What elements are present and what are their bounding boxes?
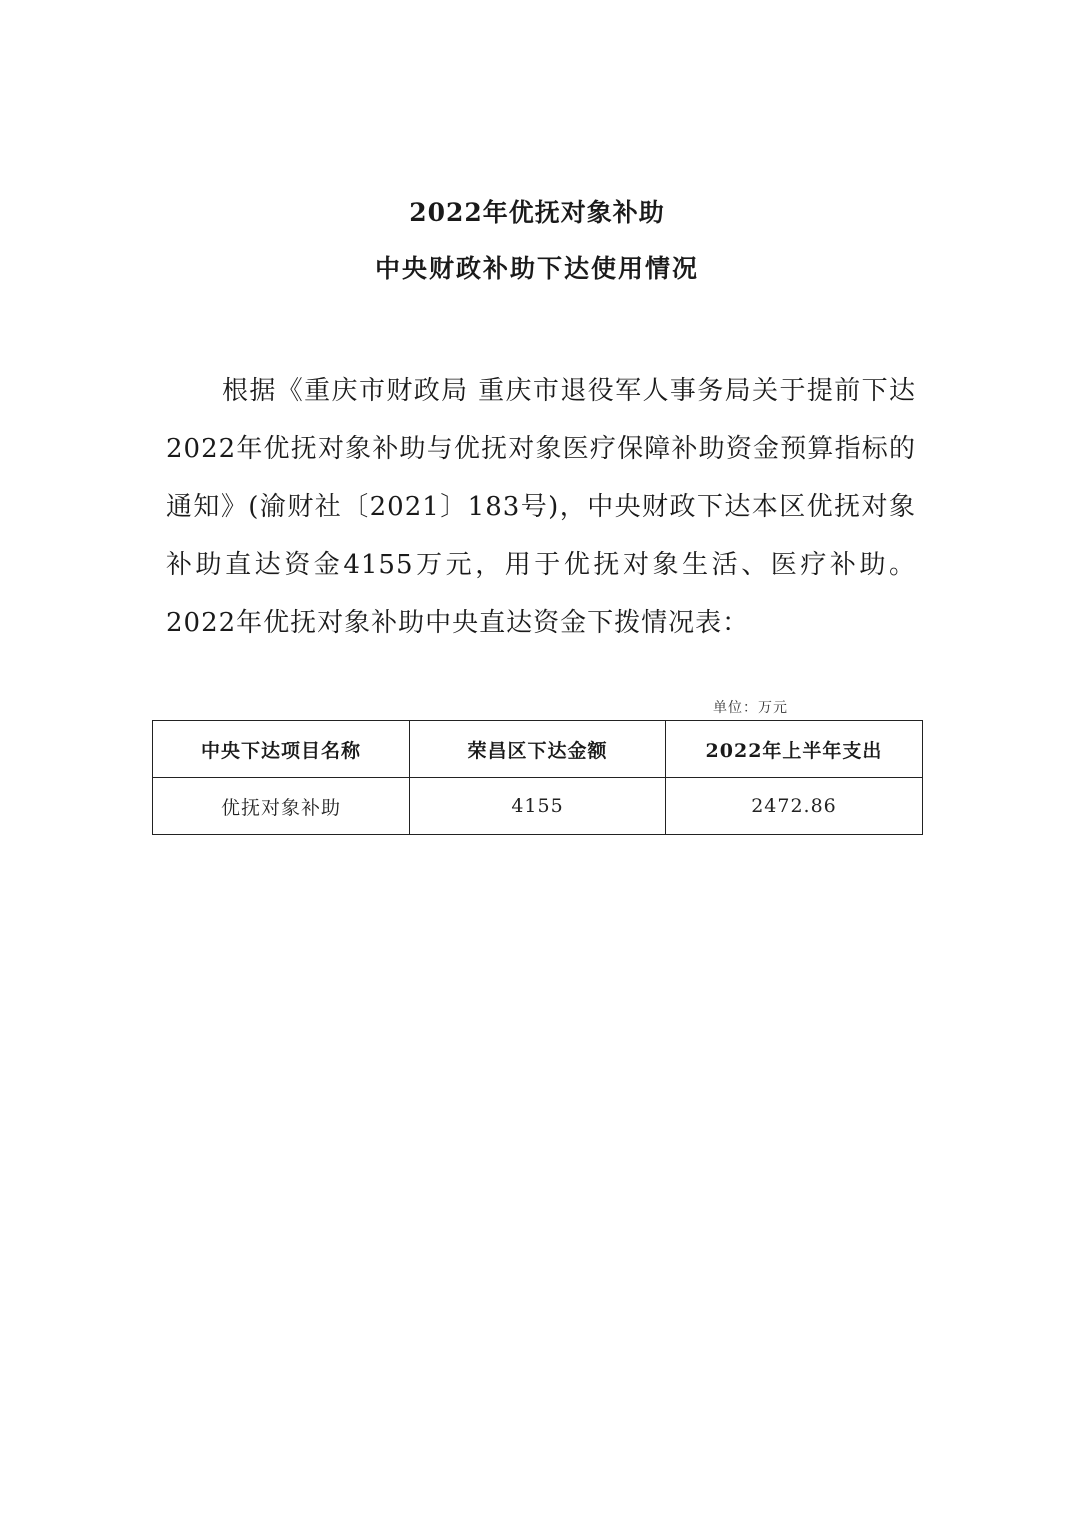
header-half-year-expenditure: 2022年上半年支出 (666, 721, 923, 778)
table-unit-label: 单位：万元 (713, 700, 788, 716)
header-project-name: 中央下达项目名称 (153, 721, 410, 778)
body-paragraph: 根据《重庆市财政局 重庆市退役军人事务局关于提前下达2022年优抚对象补助与优抚对象医疗保障补助资金预算指标的通知》(渝财社〔2021〕183号)，中央财政下达本区优抚对象补助直达资金4155万元，用于优抚对象生活、医疗补助。2022年优抚对象补助中央直达资金下拨情况表： (166, 376, 916, 638)
cell-allocated-amount: 4155 (410, 778, 666, 835)
document-title-line-1: 2022年优抚对象补助 (409, 198, 665, 227)
document-title-line-2: 中央财政补助下达使用情况 (374, 254, 699, 283)
table-header-row (153, 721, 923, 778)
cell-project-name: 优抚对象补助 (153, 778, 410, 835)
header-allocated-amount: 荣昌区下达金额 (410, 721, 666, 778)
funds-table (152, 720, 923, 835)
cell-half-year-expenditure: 2472.86 (666, 778, 923, 835)
table-row (153, 778, 923, 835)
